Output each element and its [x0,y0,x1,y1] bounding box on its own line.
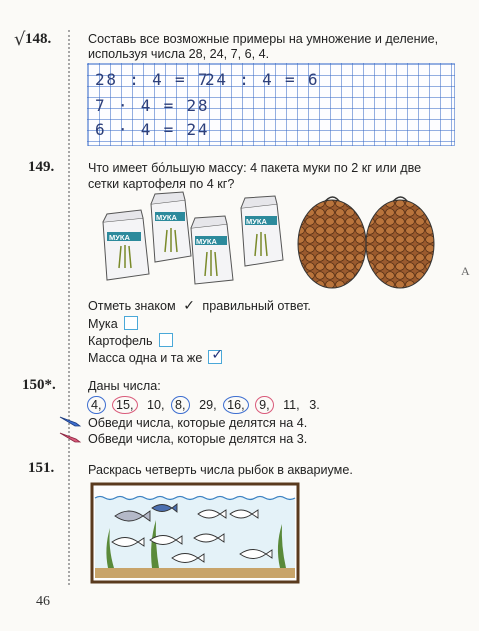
task-150-number-list [90,396,326,414]
page-number: 46 [36,594,50,609]
option-potatoes [88,333,173,349]
task-151-text: Раскрась четверть числа рыбок в аквариуме. [88,463,353,477]
flour-bag-4 [241,196,283,266]
option-same-mass-checkbox[interactable] [208,347,224,364]
option-flour-label: Мука [88,317,118,331]
margin-dotted-line [68,30,70,585]
flour-bag-3-label: МУКА [196,237,217,246]
red-pencil-icon [58,430,82,444]
handwritten-answer-3: 7 · 4 = 28 [95,96,210,115]
instruction-red: Обведи числа, которые делятся на 3. [88,432,308,446]
task-149-text-line-2: сетки картофеля по 4 кг? [88,177,235,191]
number-10[interactable]: 10, [147,398,165,412]
mark-instruction-text-a: Отметь знаком [88,299,176,313]
task-149-number: 149. [28,159,55,175]
flour-bag-1 [103,210,149,280]
check-mark-icon: ✓ [183,298,195,314]
handwritten-answer-4: 6 · 4 = 24 [95,120,210,139]
instruction-blue: Обведи числа, которые делятся на 4. [88,416,308,430]
number-4-circled[interactable]: 4, [87,396,106,414]
blue-pencil-icon [58,414,82,428]
task-148-number: 148. [25,31,52,47]
corner-mark: A [461,264,470,278]
potato-net-1 [298,197,366,288]
option-flour [88,316,138,332]
option-potatoes-label: Картофель [88,334,153,348]
handwritten-answer-2: 24 : 4 = 6 [205,70,320,89]
number-3[interactable]: 3. [309,398,320,412]
number-16-circled[interactable]: 16, [223,396,249,414]
aquarium-illustration[interactable] [90,482,300,584]
flour-and-potatoes-illustration [95,190,445,295]
number-11[interactable]: 11, [283,398,300,412]
task-148-text-line-2: используя числа 28, 24, 7, 6, 4. [88,47,270,61]
number-9-circled[interactable]: 9, [255,396,274,414]
task-149-text-line-1: Что имеет бо́льшую массу: 4 пакета муки по 2 кг или две [88,161,422,175]
mark-instruction-text-b: правильный ответ. [202,299,311,313]
flour-bag-2 [151,192,191,262]
task-150-number: 150*. [22,377,56,393]
task-148-text-line-1: Составь все возможные примеры на умножение и деление, [88,32,439,46]
task-148-check-mark: √ [14,29,26,50]
number-15-circled[interactable]: 15, [112,396,138,414]
option-flour-checkbox[interactable] [124,316,138,330]
potato-net-2 [366,197,434,288]
flour-bag-2-label: МУКА [156,213,177,222]
flour-bag-3 [191,216,233,284]
task-151-number: 151. [28,460,55,476]
handwritten-answer-1: 28 : 4 = 7 [95,70,210,89]
option-same-mass [88,347,224,366]
number-8-circled[interactable]: 8, [171,396,190,414]
option-same-mass-label: Масса одна и та же [88,351,203,365]
option-potatoes-checkbox[interactable] [159,333,173,347]
mark-instruction [88,298,311,314]
task-150-intro: Даны числа: [88,379,161,393]
number-29[interactable]: 29, [199,398,217,412]
flour-bag-4-label: МУКА [246,217,267,226]
flour-bag-1-label: МУКА [109,233,130,242]
handwritten-check-icon: ✓ [211,347,224,363]
